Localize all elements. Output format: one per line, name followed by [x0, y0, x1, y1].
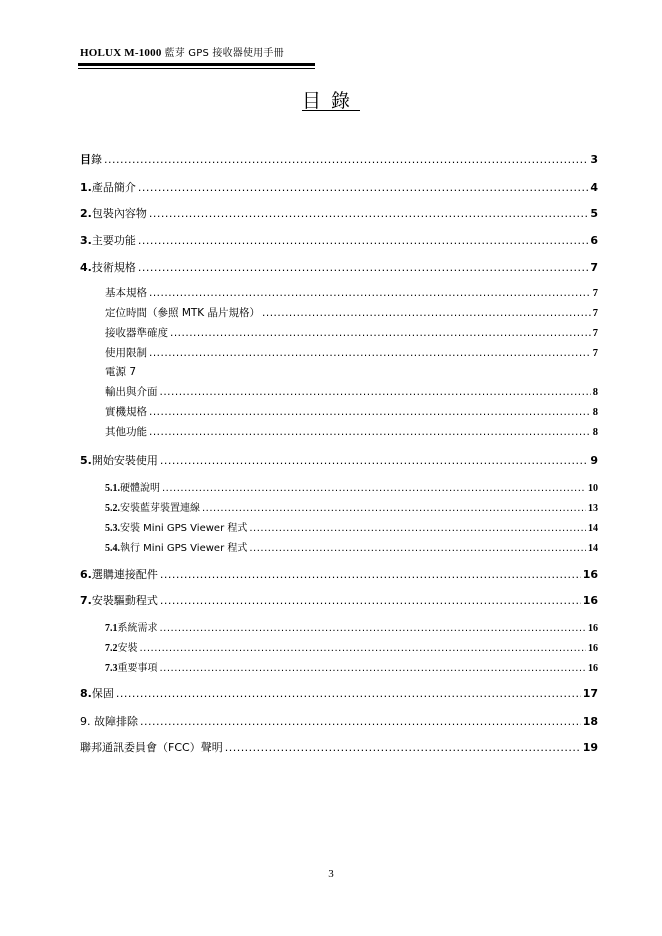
toc-entry[interactable] — [105, 639, 598, 654]
dot-leader — [160, 594, 581, 607]
toc-entry-label: 包裝內容物 — [91, 207, 147, 220]
toc-entry-label: 系統需求 — [117, 623, 158, 634]
toc-entry[interactable] — [105, 384, 598, 399]
dot-leader — [149, 426, 591, 438]
dot-leader — [140, 643, 587, 654]
toc-entry-label: 聯邦通訊委員會（FCC）聲明 — [80, 741, 223, 754]
toc-entry-number: 5.2. — [105, 503, 120, 514]
toc-entry-number: 7.3 — [105, 663, 118, 674]
toc-entry[interactable] — [105, 519, 598, 534]
toc-entry[interactable] — [105, 659, 598, 674]
dot-leader — [138, 261, 589, 274]
toc-entry[interactable] — [105, 404, 598, 419]
toc-entry-label: 選購連接配件 — [91, 568, 158, 581]
toc-entry-label: 使用限制 — [105, 347, 147, 359]
toc-entry[interactable] — [105, 345, 598, 360]
toc-entry[interactable] — [105, 285, 598, 300]
header-brand: HOLUX M-1000 — [80, 47, 162, 59]
dot-leader — [249, 543, 586, 554]
dot-leader — [160, 623, 587, 634]
toc-entry-number: 5.3. — [105, 523, 120, 534]
toc-entry[interactable] — [80, 179, 598, 195]
toc-entry[interactable] — [105, 305, 598, 320]
toc-entry-label: 安裝 Mini GPS Viewer 程式 — [120, 523, 248, 534]
dot-leader — [162, 483, 586, 494]
toc-entry-number: 1. — [80, 181, 92, 194]
toc-entry-number: 目 — [80, 153, 91, 166]
toc-entry[interactable] — [105, 479, 598, 494]
toc-entry[interactable] — [80, 592, 598, 608]
toc-entry-page: 7 — [592, 308, 598, 319]
toc-entry-page: 17 — [582, 687, 598, 700]
dot-leader — [149, 406, 591, 418]
dot-leader — [160, 386, 591, 398]
toc-entry-page: 4 — [590, 181, 598, 194]
toc-entry-label: 產品簡介 — [91, 181, 136, 194]
toc-entry-label: 安裝 — [117, 643, 138, 654]
toc-entry[interactable] — [80, 151, 598, 167]
dot-leader — [160, 568, 581, 581]
header-subtitle: 藍芽 GPS 接收器使用手冊 — [164, 48, 284, 59]
dot-leader — [149, 207, 589, 220]
toc-entry-page: 19 — [582, 741, 598, 754]
toc-entry-label: 實機規格 — [105, 406, 147, 418]
toc-entry[interactable] — [105, 364, 598, 379]
toc-entry[interactable] — [105, 424, 598, 439]
toc-entry-number: 7. — [80, 594, 92, 607]
toc-entry-label: 安裝驅動程式 — [91, 594, 158, 607]
toc-entry-label: 電源 7 — [105, 366, 137, 378]
toc-entry-number: 7.1 — [105, 623, 118, 634]
dot-leader — [160, 663, 587, 674]
toc-entry-label: 重要事項 — [117, 663, 158, 674]
toc-entry-label: 錄 — [91, 153, 102, 166]
toc-entry-number: 7.2 — [105, 643, 118, 654]
dot-leader — [138, 181, 589, 194]
toc-entry-number: 2. — [80, 207, 92, 220]
toc-entry-number: 3. — [80, 234, 92, 247]
toc-entry[interactable] — [80, 685, 598, 701]
toc-entry[interactable] — [80, 739, 598, 755]
toc-entry-label: 主要功能 — [91, 234, 136, 247]
toc-entry-number: 5.4. — [105, 543, 120, 554]
toc-entry[interactable] — [105, 499, 598, 514]
toc-entry-page: 8 — [592, 427, 598, 438]
dot-leader — [170, 327, 591, 339]
toc-entry-page: 16 — [588, 643, 598, 654]
toc-title: 目錄 — [301, 90, 360, 112]
toc-entry-page: 8 — [592, 407, 598, 418]
toc-entry-page: 14 — [588, 523, 598, 534]
toc-entry-page: 16 — [588, 623, 598, 634]
toc-entry-page: 8 — [592, 387, 598, 398]
toc-entry-label: 安裝藍芽裝置連線 — [120, 503, 200, 514]
dot-leader — [149, 287, 591, 299]
dot-leader — [262, 307, 591, 319]
dot-leader — [140, 715, 581, 728]
toc-entry-number: 5.1. — [105, 483, 120, 494]
toc-entry-page: 3 — [590, 153, 598, 166]
toc-entry-label: 定位時間（參照 MTK 晶片規格） — [105, 307, 261, 319]
toc-entry-page: 18 — [582, 715, 598, 728]
toc-entry[interactable] — [105, 539, 598, 554]
dot-leader — [104, 153, 588, 166]
toc-entry-number: 6. — [80, 568, 92, 581]
toc-entry-page: 16 — [582, 594, 598, 607]
toc-entry-page: 10 — [588, 483, 598, 494]
dot-leader — [249, 523, 586, 534]
toc-entry-label: 技術規格 — [91, 261, 136, 274]
dot-leader — [225, 741, 581, 754]
toc-entry-label: 保固 — [91, 687, 114, 700]
toc-entry[interactable] — [80, 452, 598, 468]
toc-entry-page: 13 — [588, 503, 598, 514]
toc-entry-page: 6 — [590, 234, 598, 247]
toc-entry-label: 其他功能 — [105, 426, 147, 438]
dot-leader — [116, 687, 581, 700]
toc-entry[interactable] — [105, 619, 598, 634]
toc-entry[interactable] — [80, 205, 598, 221]
toc-entry-number: 8. — [80, 687, 92, 700]
toc-entry-number: 5. — [80, 454, 92, 467]
toc-entry-page: 7 — [592, 288, 598, 299]
dot-leader — [138, 234, 589, 247]
toc-entry[interactable] — [105, 325, 598, 340]
toc-entry-label: 接收器準確度 — [105, 327, 168, 339]
toc-entry-page: 7 — [590, 261, 598, 274]
toc-entry-label: 執行 Mini GPS Viewer 程式 — [120, 543, 248, 554]
toc-entry-page: 14 — [588, 543, 598, 554]
toc-entry-page: 7 — [592, 328, 598, 339]
toc-entry-page: 16 — [582, 568, 598, 581]
dot-leader — [202, 503, 586, 514]
toc-entry-label: 基本規格 — [105, 287, 147, 299]
dot-leader — [160, 454, 589, 467]
toc-entry-label: 硬體說明 — [120, 483, 160, 494]
toc-entry[interactable] — [80, 713, 598, 729]
toc-entry-page: 16 — [588, 663, 598, 674]
toc-entry-label: 開始安裝使用 — [91, 454, 158, 467]
dot-leader — [149, 347, 591, 359]
toc-entry-number: 4. — [80, 261, 92, 274]
toc-entry-label: 輸出與介面 — [105, 386, 158, 398]
toc-entry[interactable] — [80, 232, 598, 248]
toc-entry[interactable] — [80, 566, 598, 582]
toc-entry[interactable] — [80, 259, 598, 275]
toc-entry-page: 9 — [590, 454, 598, 467]
toc-entry-page: 5 — [590, 207, 598, 220]
toc-entry-label: 9. 故障排除 — [80, 715, 138, 728]
page-number: 3 — [328, 868, 334, 880]
toc-entry-page: 7 — [592, 348, 598, 359]
